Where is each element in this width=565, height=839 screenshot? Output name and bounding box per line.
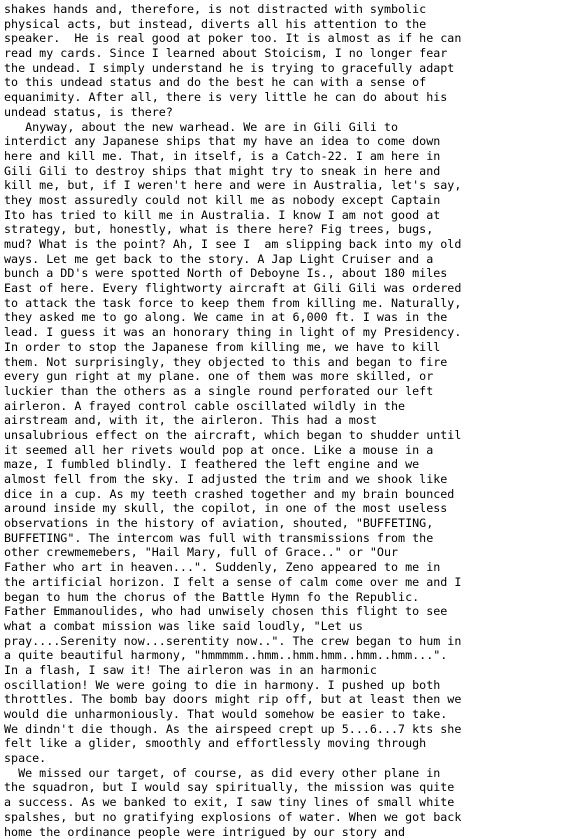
text-line: Father Emmanoulides, who had unwisely chosen this flight to see bbox=[4, 604, 562, 619]
text-line: space. bbox=[4, 751, 562, 766]
text-line: Gili Gili to destroy ships that might try to sneak in here and bbox=[4, 164, 562, 179]
text-line: felt like a glider, smoothly and effortlessly moving through bbox=[4, 736, 562, 751]
text-line: shakes hands and, therefore, is not distracted with symbolic bbox=[4, 2, 562, 17]
text-line: kill me, but, if I weren't here and were in Australia, let's say, bbox=[4, 178, 562, 193]
text-line: read my cards. Since I learned about Stoicism, I no longer fear bbox=[4, 46, 562, 61]
text-line: ways. Let me get back to the story. A Jap Light Cruiser and a bbox=[4, 252, 562, 267]
text-line: to this undead status and do the best he can with a sense of bbox=[4, 75, 562, 90]
text-line: equanimity. After all, there is very little he can do about his bbox=[4, 90, 562, 105]
text-line: it seemed all her rivets would pop at once. Like a mouse in a bbox=[4, 443, 562, 458]
text-line: Ito has tried to kill me in Australia. I know I am not good at bbox=[4, 208, 562, 223]
text-line: undead status, is there? bbox=[4, 105, 562, 120]
text-line: the undead. I simply understand he is trying to gracefully adapt bbox=[4, 61, 562, 76]
text-line: oscillation! We were going to die in harmony. I pushed up both bbox=[4, 678, 562, 693]
text-line: a quite beautiful harmony, "hmmmmm..hmm..hmm.hmm..hmm..hmm...". bbox=[4, 648, 562, 663]
text-line: unsalubrious effect on the aircraft, which began to shudder until bbox=[4, 428, 562, 443]
text-line: to attack the task force to keep them from killing me. Naturally, bbox=[4, 296, 562, 311]
text-line: strategy, but, honestly, what is there here? Fig trees, bugs, bbox=[4, 222, 562, 237]
text-line: BUFFETING". The intercom was full with transmissions from the bbox=[4, 531, 562, 546]
document-text bbox=[4, 2, 562, 839]
text-line: home the ordinance people were intrigued by our story and bbox=[4, 825, 562, 839]
text-line: airleron. A frayed control cable oscillated wildly in the bbox=[4, 399, 562, 414]
text-line: they asked me to go along. We came in at 6,000 ft. I was in the bbox=[4, 310, 562, 325]
text-line: them. Not surprisingly, they objected to this and began to fire bbox=[4, 355, 562, 370]
text-line: every gun right at my plane. one of them was more skilled, or bbox=[4, 369, 562, 384]
text-line: pray....Serenity now...serentity now..". The crew began to hum in bbox=[4, 634, 562, 649]
text-line: Father who art in heaven...". Suddenly, Zeno appeared to me in bbox=[4, 560, 562, 575]
text-line: speaker. He is real good at poker too. It is almost as if he can bbox=[4, 31, 562, 46]
text-line: began to hum the chorus of the Battle Hymn fo the Republic. bbox=[4, 590, 562, 605]
text-line: physical acts, but instead, diverts all his attention to the bbox=[4, 17, 562, 32]
text-line: what a combat mission was like said loudly, "Let us bbox=[4, 619, 562, 634]
text-line: a success. As we banked to exit, I saw tiny lines of small white bbox=[4, 795, 562, 810]
text-line: other crewmemebers, "Hail Mary, full of Grace.." or "Our bbox=[4, 545, 562, 560]
text-line: throttles. The bomb bay doors might rip off, but at least then we bbox=[4, 692, 562, 707]
text-line: the artificial horizon. I felt a sense of calm come over me and I bbox=[4, 575, 562, 590]
text-line: around inside my skull, the copilot, in one of the most useless bbox=[4, 501, 562, 516]
text-line: here and kill me. That, in itself, is a Catch-22. I am here in bbox=[4, 149, 562, 164]
text-line: East of here. Every flightworty aircraft at Gili Gili was ordered bbox=[4, 281, 562, 296]
text-line: airstream and, with it, the airleron. This had a most bbox=[4, 413, 562, 428]
text-line: would die unharmoniously. That would somehow be easier to take. bbox=[4, 707, 562, 722]
text-line: luckier than the others as a single round perforated our left bbox=[4, 384, 562, 399]
text-line: the squadron, but I would say spiritually, the mission was quite bbox=[4, 780, 562, 795]
text-line: lead. I guess it was an honorary thing in light of my Presidency. bbox=[4, 325, 562, 340]
text-line: maze, I fumbled blindly. I feathered the left engine and we bbox=[4, 457, 562, 472]
text-line: In order to stop the Japanese from killing me, we have to kill bbox=[4, 340, 562, 355]
text-line: they most assuredly could not kill me as nobody except Captain bbox=[4, 193, 562, 208]
text-line: We missed our target, of course, as did every other plane in bbox=[4, 766, 562, 781]
text-line: interdict any Japanese ships that my have an idea to come down bbox=[4, 134, 562, 149]
text-line: observations in the history of aviation, shouted, "BUFFETING, bbox=[4, 516, 562, 531]
text-line: almost fell from the sky. I adjusted the trim and we shook like bbox=[4, 472, 562, 487]
text-line: In a flash, I saw it! The airleron was in an harmonic bbox=[4, 663, 562, 678]
text-line: spalshes, but no gratifying explosions of water. When we got back bbox=[4, 810, 562, 825]
text-line: dice in a cup. As my teeth crashed together and my brain bounced bbox=[4, 487, 562, 502]
text-line: mud? What is the point? Ah, I see I am slipping back into my old bbox=[4, 237, 562, 252]
text-line: bunch a DD's were spotted North of Deboyne Is., about 180 miles bbox=[4, 266, 562, 281]
text-line: Anyway, about the new warhead. We are in Gili Gili to bbox=[4, 120, 562, 135]
text-line: We dindn't die though. As the airspeed crept up 5...6...7 kts she bbox=[4, 722, 562, 737]
